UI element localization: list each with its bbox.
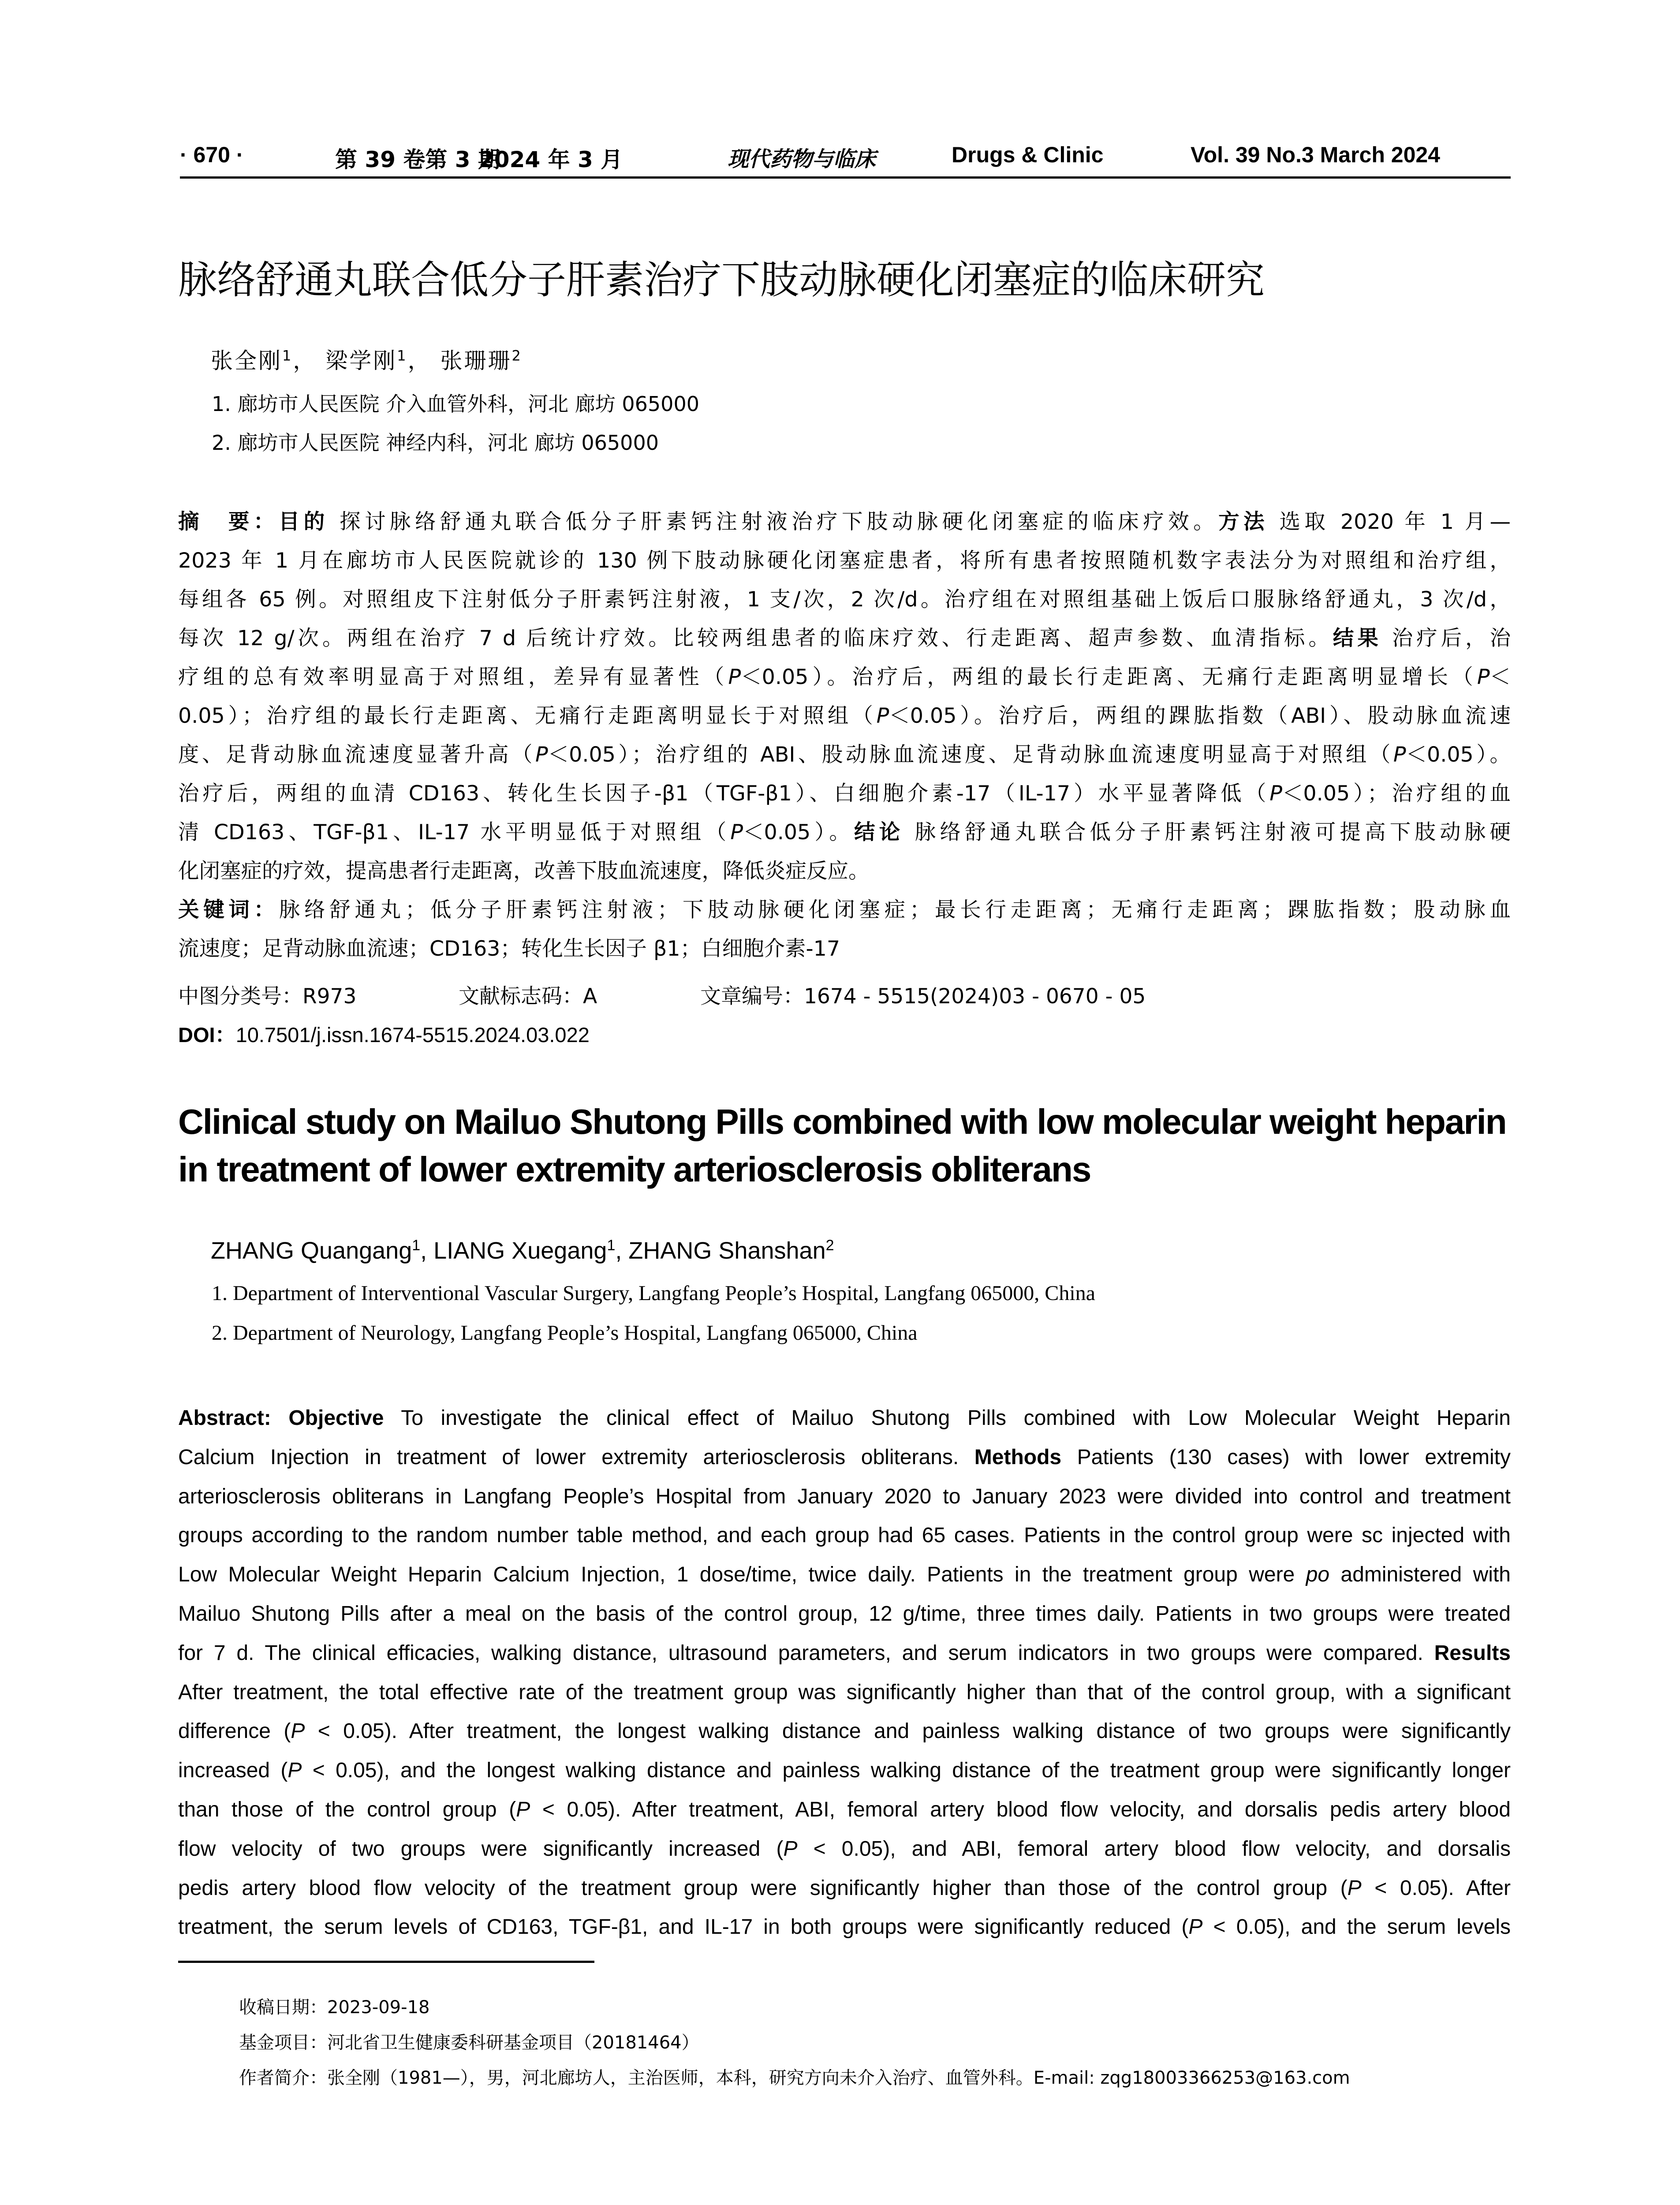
abstract-cn-text: ＜: [1490, 665, 1511, 689]
abstract-en-line: [178, 1634, 1511, 1673]
abstract-cn-line: [178, 619, 1511, 658]
abstract-cn-results-label: 结果: [1333, 626, 1382, 650]
footnote-received: [239, 1993, 429, 2018]
doc-code: A: [583, 984, 597, 1009]
p-value-symbol: P: [730, 820, 743, 845]
clc-code: R973: [302, 984, 357, 1009]
keywords-cn-line: [178, 891, 1511, 930]
abstract-en-text: < 0.05), and ABI, femoral artery blood flow velocity, and dorsalis: [797, 1837, 1511, 1861]
authors-en: ZHANG Quangang$^1$, LIANG Xuegang$^1$, ZHANG Shanshan$^2$: [211, 1237, 834, 1264]
title-en-line-1: Clinical study on Mailuo Shutong Pills combined with low molecular weight heparin: [178, 1102, 1506, 1141]
abstract-cn-methods: 选取 2020 年 1 月—: [1268, 510, 1511, 534]
affiliation-cn-2: 2. 廊坊市人民医院 神经内科，河北 廊坊 065000: [212, 431, 659, 455]
abstract-cn-line: 2023 年 1 月在廊坊市人民医院就诊的 130 例下肢动脉硬化闭塞症患者，将所有患者按照随机数字表法分为对照组和治疗组，: [178, 549, 1511, 573]
abstract-cn-text: 疗组的总有效率明显高于对照组，差异有显著性（: [178, 665, 728, 689]
journal-name-cn: 现代药物与临床: [728, 147, 876, 172]
title-cn: 脉络舒通丸联合低分子肝素治疗下肢动脉硬化闭塞症的临床研究: [178, 257, 1265, 303]
abstract-cn-text: ＜0.05）；治疗组的血: [1282, 781, 1511, 806]
abstract-en-text: < 0.05). After treatment, the longest walking distance and painless walking distance of two groups were significantly: [305, 1719, 1511, 1743]
abstract-en-text: flow velocity of two groups were significantly increased (: [178, 1837, 784, 1861]
abstract-cn-line: 化闭塞症的疗效，提高患者行走距离，改善下肢血流速度，降低炎症反应。: [178, 859, 870, 883]
fund-label: 基金项目：: [239, 2033, 327, 2053]
author-en-1: ZHANG Quangang: [211, 1237, 412, 1264]
volume-cn: 第 39 卷第 3 期: [335, 147, 500, 172]
p-value-symbol: P: [1188, 1915, 1203, 1939]
abstract-cn-text: ＜0.05）。: [743, 820, 855, 845]
author-cn-3-sup: 2: [511, 347, 523, 364]
author-en-2: LIANG Xuegang: [433, 1237, 607, 1264]
abstract-en-line: [178, 1830, 1511, 1869]
p-value-symbol: P: [1393, 743, 1406, 767]
abstract-en-text: pedis artery blood flow velocity of the treatment group were significantly higher than those of the control group (: [178, 1876, 1348, 1900]
abstract-cn-line: [178, 813, 1511, 852]
affiliation-en-1: 1. Department of Interventional Vascular Surgery, Langfang People’s Hospital, Langfang 065000, China: [212, 1282, 1095, 1305]
author-cn-1-sup: 1: [282, 347, 293, 364]
doi-line: [178, 1019, 590, 1048]
p-value-symbol: P: [287, 1759, 302, 1783]
p-value-symbol: P: [728, 665, 741, 689]
abstract-cn-text: 0.05）；治疗组的最长行走距离、无痛行走距离明显长于对照组（: [178, 704, 877, 728]
abstract-cn-text: 度、足背动脉血流速度显著升高（: [178, 743, 535, 767]
doi-label: DOI：: [178, 1023, 236, 1046]
abstract-cn-line: [178, 503, 1511, 542]
abstract-en-line: [178, 1399, 1511, 1438]
author-bio-label: 作者简介：: [239, 2068, 327, 2088]
author-cn-3: 张珊珊: [440, 348, 512, 374]
author-en-1-sup: 1: [412, 1237, 421, 1254]
footnote-rule: [178, 1961, 594, 1963]
doc-label: 文献标志码：: [459, 984, 583, 1009]
footnote-author: [239, 2064, 1350, 2089]
fund-text: 河北省卫生健康委科研基金项目（20181464）: [327, 2033, 699, 2053]
author-cn-2: 梁学刚: [325, 348, 397, 374]
abstract-en-text: < 0.05), and the serum levels: [1202, 1915, 1511, 1939]
abstract-en-text: treatment, the serum levels of CD163, TGF-β1, and IL-17 in both groups were significantly reduced (: [178, 1915, 1189, 1939]
keywords-cn-line: 流速度；足背动脉血流速；CD163；转化生长因子 β1；白细胞介素-17: [178, 937, 840, 961]
abstract-en-text: < 0.05). After treatment, ABI, femoral artery blood flow velocity, and dorsalis pedis artery blood: [530, 1798, 1511, 1821]
footnote-fund: [239, 2029, 699, 2054]
abstract-en-text: Low Molecular Weight Heparin Calcium Injection, 1 dose/time, twice daily. Patients in the treatment group were: [178, 1563, 1306, 1587]
title-en: [178, 1098, 1519, 1193]
abstract-en-methods-label: Methods: [974, 1445, 1062, 1469]
abstract-en-line: [178, 1555, 1511, 1595]
abstract-en-line: [178, 1751, 1511, 1790]
abstract-cn-objective: 探讨脉络舒通丸联合低分子肝素钙注射液治疗下肢动脉硬化闭塞症的临床疗效。: [329, 510, 1219, 534]
doc-code-line: [459, 980, 597, 1009]
abstract-en-line: [178, 1712, 1511, 1751]
abstract-cn-text: 脉络舒通丸联合低分子肝素钙注射液可提高下肢动脉硬: [904, 820, 1511, 845]
abstract-cn-text: 治疗后，两组的血清 CD163、转化生长因子-β1（TGF-β1）、白细胞介素-17（IL-17）水平显著降低（: [178, 781, 1270, 806]
authors-cn: 张全刚$^1$， 梁学刚$^1$， 张珊珊$^2$: [211, 347, 523, 374]
author-en-3: ZHANG Shanshan: [628, 1237, 826, 1264]
abstract-en-label: Abstract: Objective: [178, 1406, 384, 1430]
abstract-cn: [178, 503, 1511, 968]
abstract-cn-conclusion-label: 结论: [854, 820, 904, 845]
clc-label: 中图分类号：: [178, 984, 302, 1009]
article-number: 1674 - 5515(2024)03 - 0670 - 05: [804, 984, 1146, 1009]
author-cn-1: 张全刚: [211, 348, 282, 374]
author-bio: 张全刚（1981—），男，河北廊坊人，主治医师，本科，研究方向未介入治疗、血管外科。E-mail: zqg18003366253@163.com: [327, 2068, 1350, 2088]
abstract-cn-line: [178, 774, 1511, 813]
abstract-cn-text: 每次 12 g/次。两组在治疗 7 d 后统计疗效。比较两组患者的临床疗效、行走距离、超声参数、血清指标。: [178, 626, 1333, 650]
abstract-cn-text: ＜0.05）；治疗组的 ABI、股动脉血流速度、足背动脉血流速度明显高于对照组（: [548, 743, 1393, 767]
abstract-cn-methods-label: 方法: [1218, 510, 1269, 534]
abstract-cn-text: 治疗后，治: [1381, 626, 1511, 650]
abstract-cn-text: 清 CD163、TGF-β1、IL-17 水平明显低于对照组（: [178, 820, 731, 845]
p-value-symbol: P: [1477, 665, 1490, 689]
abstract-en-text: for 7 d. The clinical efficacies, walking distance, ultrasound parameters, and serum indicators in two groups were compared.: [178, 1641, 1434, 1665]
p-value-symbol: P: [291, 1719, 305, 1743]
title-en-line-2: in treatment of lower extremity arteriosclerosis obliterans: [178, 1150, 1091, 1189]
author-en-2-sup: 1: [607, 1237, 616, 1254]
header-rule: [180, 176, 1511, 179]
abstract-en-line: [178, 1908, 1511, 1947]
keywords-cn-label: 关键词：: [178, 898, 279, 922]
abstract-en-line: arteriosclerosis obliterans in Langfang People’s Hospital from January 2020 to January 2023 were divided into control and treatment: [178, 1484, 1511, 1508]
abstract-en-text: difference (: [178, 1719, 291, 1743]
abstract-cn-text: ＜0.05）。治疗后，两组的踝肱指数（ABI）、股动脉血流速: [889, 704, 1511, 728]
p-value-symbol: P: [876, 704, 889, 728]
abstract-en-text: < 0.05), and the longest walking distance and painless walking distance of the treatment group were significantly longer: [302, 1759, 1511, 1783]
abstract-en: [178, 1399, 1511, 1947]
abstract-cn-line: [178, 697, 1511, 736]
abstract-cn-text: ＜0.05）。治疗后，两组的最长行走距离、无痛行走距离明显增长（: [741, 665, 1477, 689]
author-cn-2-sup: 1: [397, 347, 408, 364]
abstract-en-line: Mailuo Shutong Pills after a meal on the basis of the control group, 12 g/time, three times daily. Patients in two groups were treated: [178, 1602, 1511, 1626]
abstract-en-text: than those of the control group (: [178, 1798, 516, 1821]
page-number: · 670 ·: [180, 142, 244, 167]
abstract-cn-line: [178, 736, 1511, 774]
article-number-label: 文章编号：: [700, 984, 804, 1009]
abstract-en-text: < 0.05). After: [1361, 1876, 1511, 1900]
affiliation-cn-1: 1. 廊坊市人民医院 介入血管外科，河北 廊坊 065000: [212, 392, 699, 416]
affiliation-en-2: 2. Department of Neurology, Langfang People’s Hospital, Langfang 065000, China: [212, 1321, 918, 1345]
abstract-en-line: [178, 1790, 1511, 1830]
abstract-en-line: groups according to the random number table method, and each group had 65 cases. Patients in the control group were sc injected with: [178, 1524, 1511, 1547]
abstract-cn-text: ＜0.05）。: [1406, 743, 1511, 767]
doi-value: 10.7501/j.issn.1674-5515.2024.03.022: [235, 1023, 590, 1046]
abstract-en-line: [178, 1438, 1511, 1477]
journal-name-en: Drugs & Clinic: [952, 142, 1104, 167]
keywords-cn: 脉络舒通丸；低分子肝素钙注射液；下肢动脉硬化闭塞症；最长行走距离；无痛行走距离；踝肱指数；股动脉血: [279, 898, 1511, 922]
classification-line: [178, 980, 356, 1009]
po-abbrev: po: [1306, 1563, 1330, 1587]
p-value-symbol: P: [783, 1837, 798, 1861]
author-en-3-sup: 2: [825, 1237, 834, 1254]
abstract-cn-line: 每组各 65 例。对照组皮下注射低分子肝素钙注射液，1 支/次，2 次/d。治疗组在对照组基础上饭后口服脉络舒通丸，3 次/d，: [178, 587, 1511, 612]
volume-en: Vol. 39 No.3 March 2024: [1191, 142, 1440, 167]
abstract-cn-line: [178, 658, 1511, 697]
received-label: 收稿日期：: [239, 1997, 327, 2018]
abstract-en-text: To investigate the clinical effect of Mailuo Shutong Pills combined with Low Molecular Weight Heparin: [384, 1406, 1511, 1430]
article-number-line: [700, 980, 1146, 1009]
p-value-symbol: P: [1347, 1876, 1362, 1900]
p-value-symbol: P: [516, 1798, 530, 1821]
date-cn: 2024 年 3 月: [479, 147, 623, 172]
received-date: 2023-09-18: [327, 1997, 430, 2018]
abstract-en-text: administered with: [1329, 1563, 1511, 1587]
abstract-en-line: After treatment, the total effective rate of the treatment group was significantly higher than that of the control group, with a significant: [178, 1680, 1511, 1704]
abstract-cn-label: 摘 要：目的: [178, 510, 329, 534]
abstract-en-line: [178, 1869, 1511, 1908]
p-value-symbol: P: [1269, 781, 1282, 806]
abstract-en-text: Patients (130 cases) with lower extremity: [1061, 1445, 1511, 1469]
abstract-en-results-label: Results: [1434, 1641, 1511, 1665]
abstract-en-text: Calcium Injection in treatment of lower extremity arteriosclerosis obliterans.: [178, 1445, 974, 1469]
p-value-symbol: P: [535, 743, 548, 767]
abstract-en-text: increased (: [178, 1759, 288, 1783]
